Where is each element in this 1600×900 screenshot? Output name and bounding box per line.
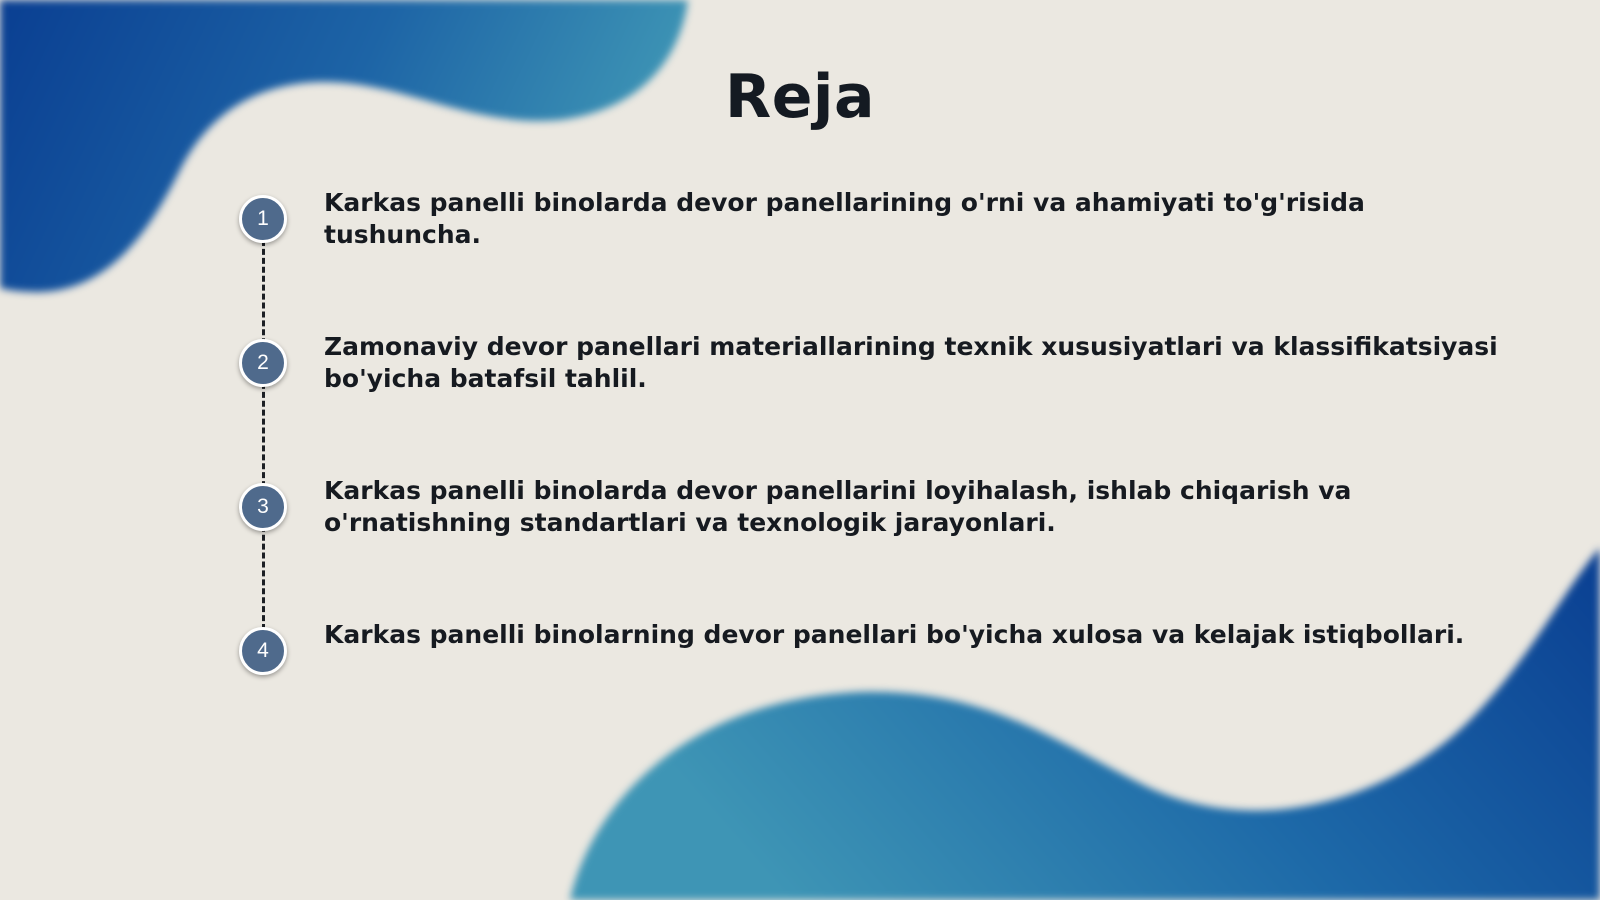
step-text: Karkas panelli binolarning devor panellari bo'yicha xulosa va kelajak istiqbollari.	[324, 620, 1465, 649]
step-text: Karkas panelli binolarda devor panellarini loyihalash, ishlab chiqarish va o'rnatishning standartlari va texnologik jarayonlari.	[324, 476, 1352, 537]
bottom-right-blob	[570, 548, 1600, 900]
timeline-connector	[262, 240, 265, 630]
slide-title: Reja	[725, 62, 875, 132]
step-number-badge: 2	[239, 339, 287, 387]
step-text: Zamonaviy devor panellari materiallarining texnik xususiyatlari va klassifikatsiyasi bo'yicha batafsil tahlil.	[324, 332, 1498, 393]
step-number-badge: 4	[239, 627, 287, 675]
step-text: Karkas panelli binolarda devor panellarining o'rni va ahamiyati to'g'risida tushuncha.	[324, 188, 1365, 249]
step-number-badge: 1	[239, 195, 287, 243]
step-number-badge: 3	[239, 483, 287, 531]
